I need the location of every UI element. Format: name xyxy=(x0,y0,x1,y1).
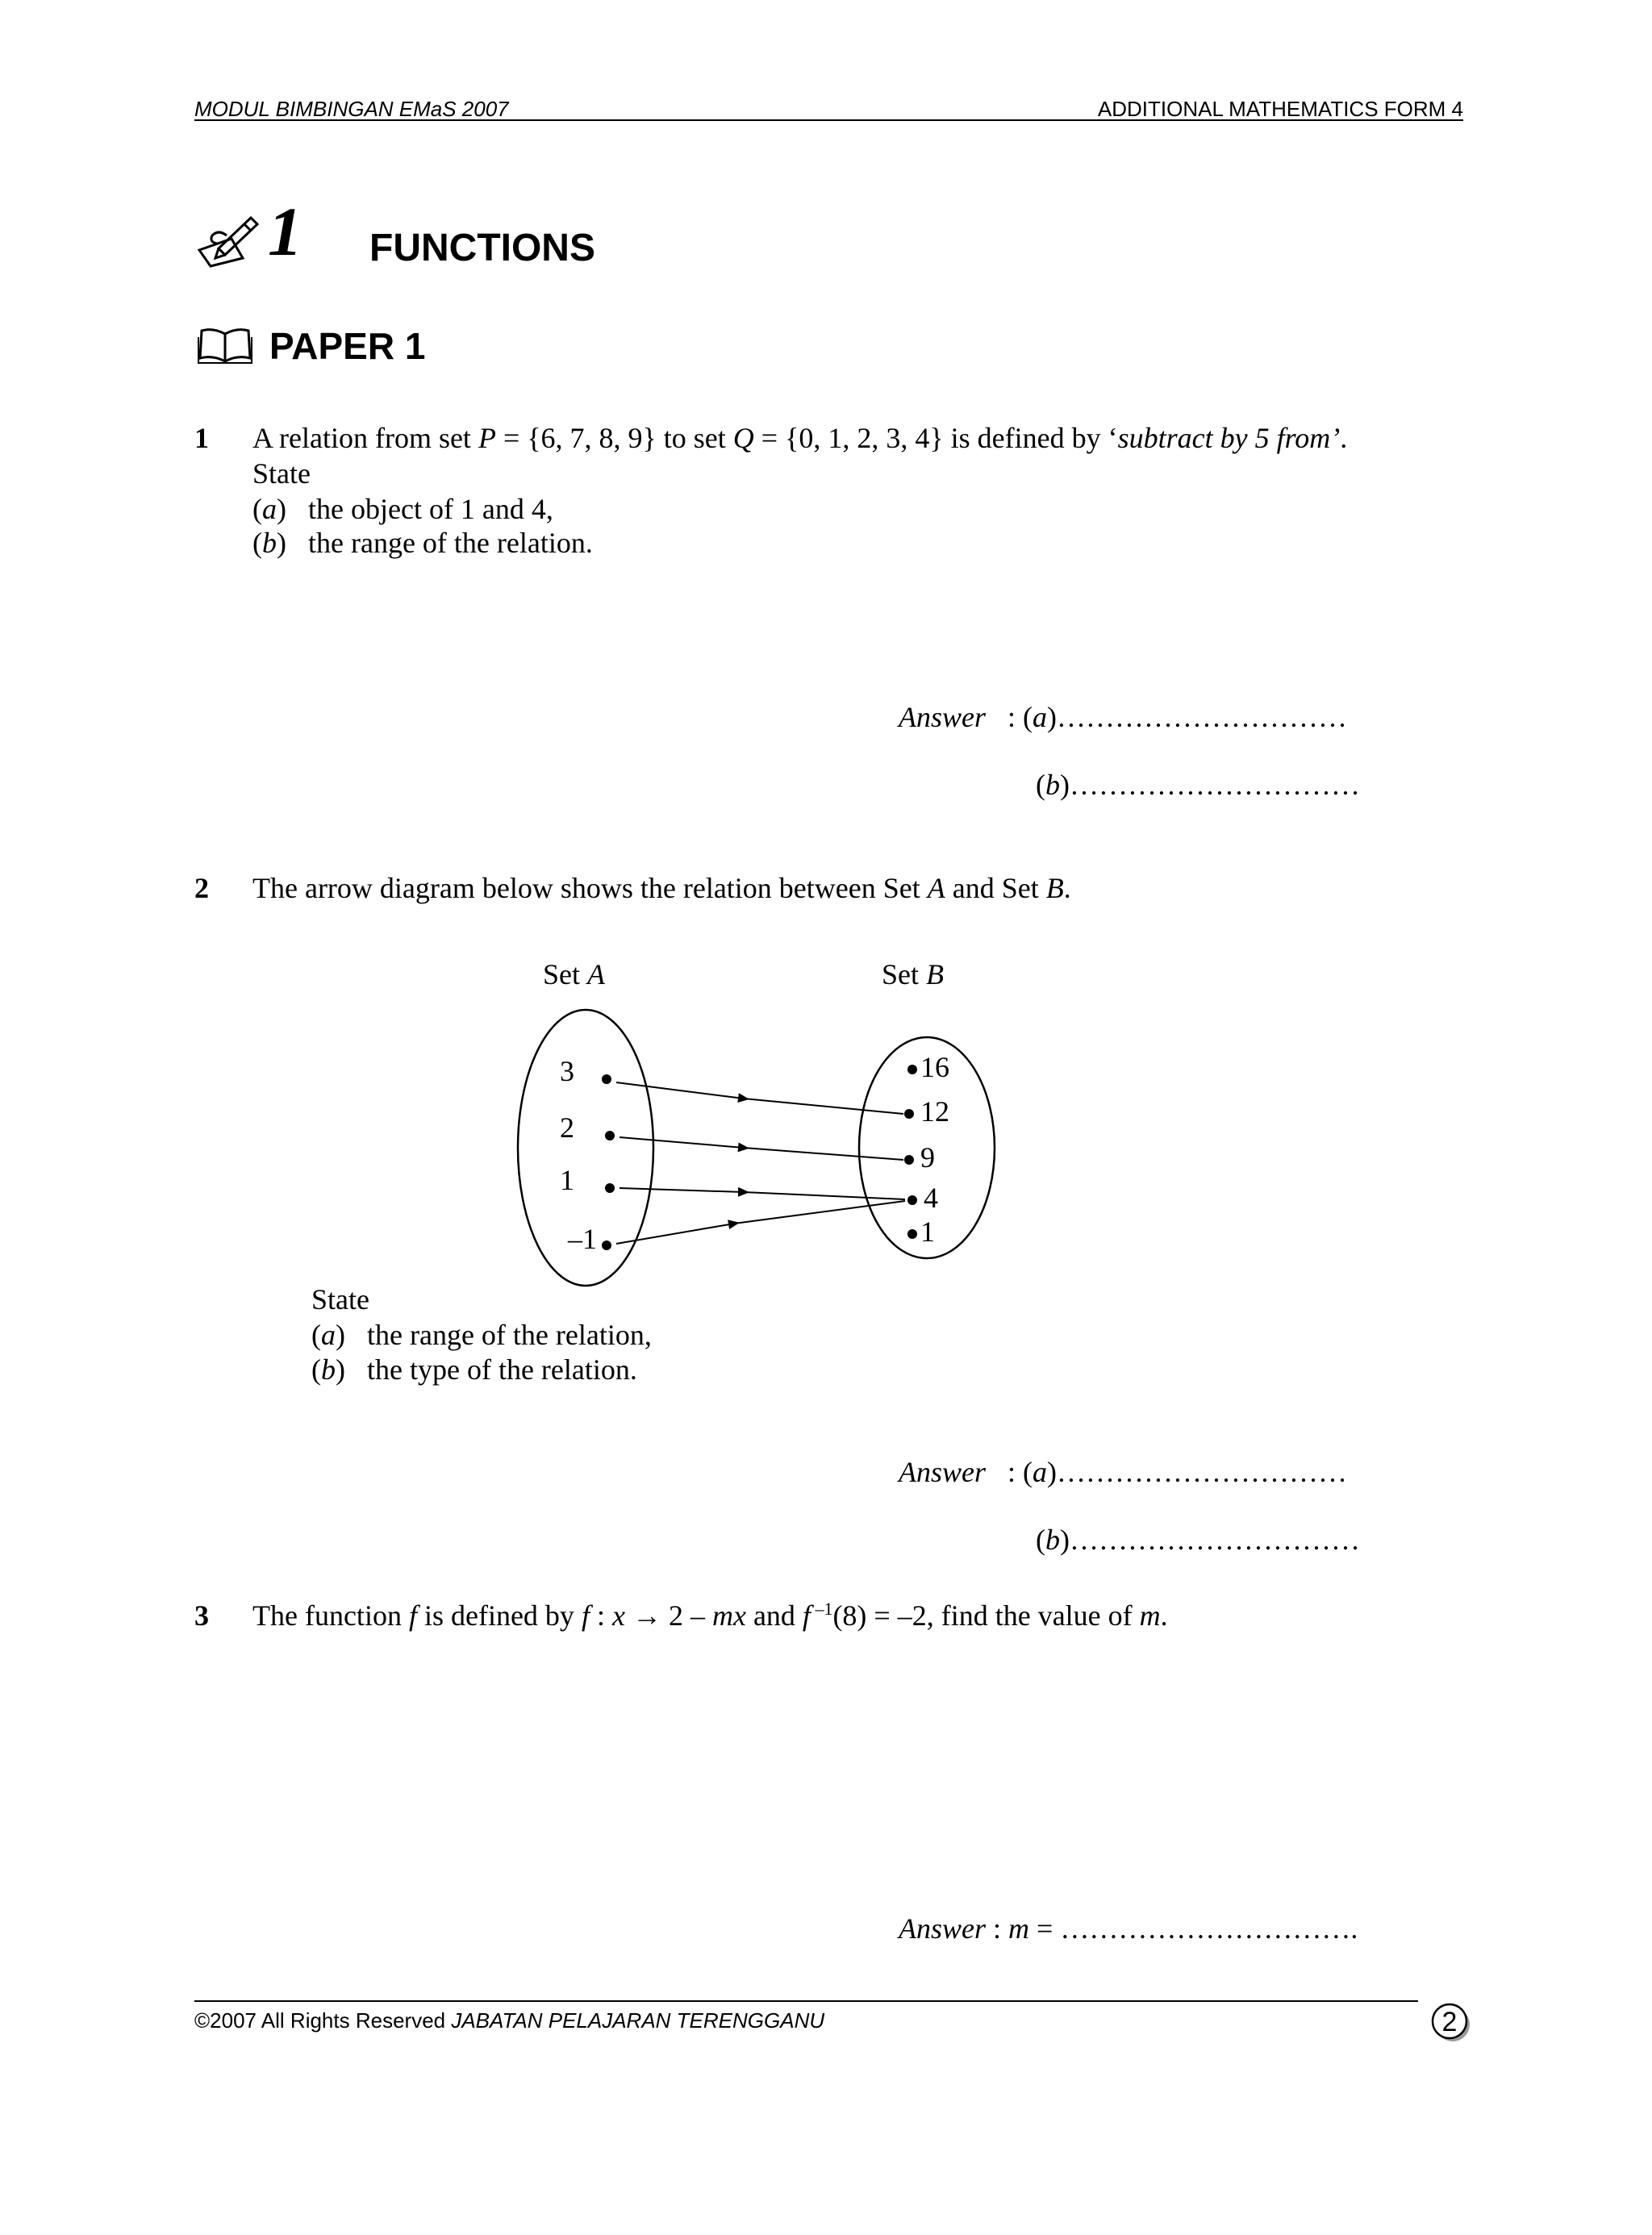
set-a-element: –1 xyxy=(568,1223,597,1255)
chapter-number: 1 xyxy=(268,193,302,270)
mapping-line xyxy=(744,1192,905,1199)
mapping-line xyxy=(734,1201,905,1224)
question-1-part-a: (a) the object of 1 and 4, xyxy=(252,493,553,525)
set-b-point xyxy=(907,1065,917,1074)
mapping-arrow xyxy=(620,1137,744,1148)
pencil-writing-icon xyxy=(194,211,261,268)
question-1-answer-a[interactable]: Answer : (a)………………………… xyxy=(899,701,1348,733)
page-number-badge xyxy=(1429,2000,1472,2044)
set-b-point xyxy=(904,1109,914,1119)
footer-divider xyxy=(194,2000,1418,2002)
header-module-title: MODUL BIMBINGAN EMaS 2007 xyxy=(194,97,509,121)
set-a-label: Set A xyxy=(543,958,606,990)
set-b-element: 4 xyxy=(924,1182,938,1214)
set-a-point xyxy=(605,1131,615,1140)
set-b-point xyxy=(907,1229,917,1239)
set-a-element: 2 xyxy=(560,1111,574,1144)
question-1-text: A relation from set P = {6, 7, 8, 9} to set Q = {0, 1, 2, 3, 4} is defined by ‘subtract by 5 from’. xyxy=(252,422,1348,454)
question-1-part-b: (b) the range of the relation. xyxy=(252,527,593,559)
set-a-point xyxy=(602,1241,611,1250)
set-a-point xyxy=(602,1074,611,1084)
paper-title: PAPER 1 xyxy=(269,325,426,367)
footer-copyright: ©2007 All Rights Reserved JABATAN PELAJARAN TERENGGANU xyxy=(194,2008,825,2033)
set-b-element: 12 xyxy=(920,1095,949,1128)
chapter-title: FUNCTIONS xyxy=(369,227,595,269)
set-b-element: 9 xyxy=(920,1141,935,1174)
set-a-element: 1 xyxy=(560,1164,574,1196)
question-number: 2 xyxy=(194,872,209,904)
question-2-part-a: (a) the range of the relation, xyxy=(311,1319,652,1351)
question-2-state: State xyxy=(311,1283,369,1316)
question-number: 1 xyxy=(194,422,209,454)
mapping-arrow xyxy=(620,1188,744,1192)
mapping-line xyxy=(744,1148,903,1160)
set-b-point xyxy=(907,1195,917,1205)
header-divider xyxy=(194,119,1463,121)
page-number: 2 xyxy=(1441,2007,1458,2037)
arrow-diagram xyxy=(484,952,1049,1291)
question-2-answer-b[interactable]: (b)………………………… xyxy=(1036,1524,1360,1556)
question-1-answer-b[interactable]: (b)………………………… xyxy=(1036,769,1360,801)
question-2-text: The arrow diagram below shows the relation between Set A and Set B. xyxy=(252,872,1071,904)
question-2-part-b: (b) the type of the relation. xyxy=(311,1353,637,1386)
mapping-line xyxy=(744,1099,903,1114)
set-b-point xyxy=(904,1155,914,1165)
set-b-element: 16 xyxy=(920,1051,949,1083)
question-3-answer[interactable]: Answer : m = …………………………. xyxy=(899,1912,1358,1945)
open-book-icon xyxy=(197,326,253,365)
question-3-text: The function f is defined by f : x → 2 – mx and f $^{-1}$(8) = –2, find the value of m. xyxy=(252,1599,1168,1632)
set-b-element: 1 xyxy=(920,1215,935,1248)
question-2-answer-a[interactable]: Answer : (a)………………………… xyxy=(899,1456,1348,1488)
header-subject: ADDITIONAL MATHEMATICS FORM 4 xyxy=(1097,97,1463,121)
mapping-arrow xyxy=(616,1224,734,1244)
set-a-element: 3 xyxy=(560,1055,574,1087)
question-1-state: State xyxy=(252,457,311,490)
mapping-arrow xyxy=(616,1082,744,1099)
question-number: 3 xyxy=(194,1599,209,1632)
set-b-label: Set B xyxy=(882,958,945,990)
set-a-point xyxy=(605,1183,615,1193)
